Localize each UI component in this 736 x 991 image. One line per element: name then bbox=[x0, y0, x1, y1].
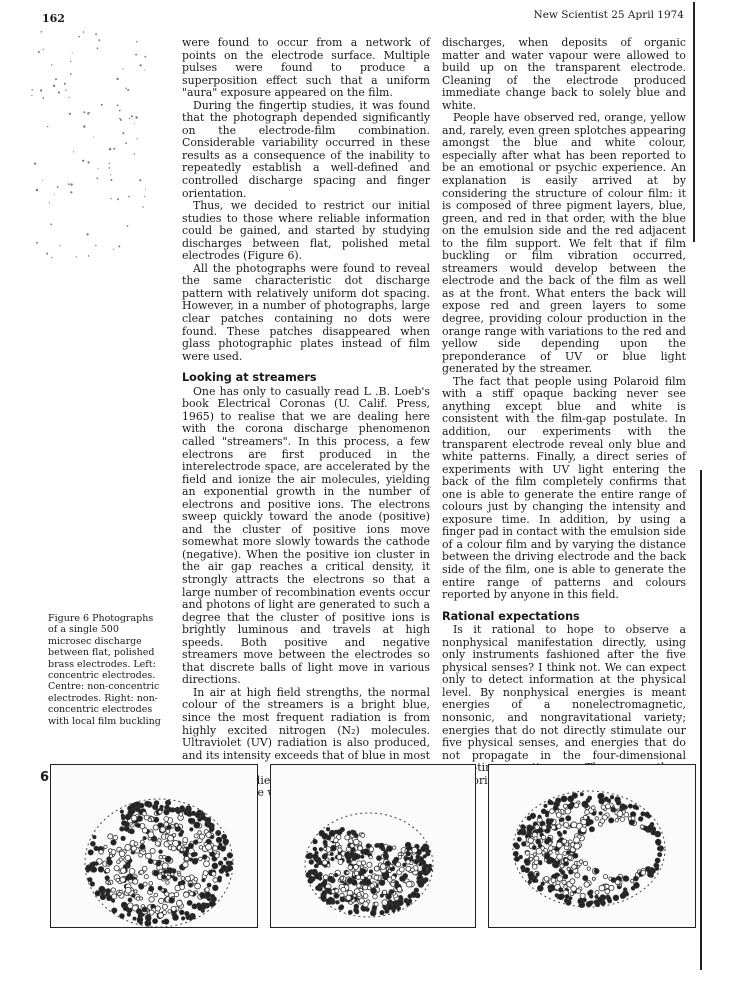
article-column-left bbox=[182, 37, 430, 800]
figure-caption: Figure 6 Photographs of a single 500 microsec discharge between flat, polished brass electrodes. Left: concentric electrodes. Centre: non-concentric electrodes. Right: non-concentric electrodes with local film buckling bbox=[48, 613, 161, 727]
section-heading: Looking at streamers bbox=[182, 371, 317, 385]
paragraph: Is it rational to hope to observe a nonphysical manifestation directly, using only instruments fashioned after the five physical senses? I think not. We can expect only to detect information at the physical level. By nonphysical energies is meant energies of a nonelectromagnetic, nonsonic, and nongravitational variety; energies that do not directly stimulate our five physical senses, and energies that do not propagate in the four-dimensional bbox=[442, 623, 686, 762]
photo-centre-non-concentric bbox=[270, 764, 476, 928]
page-number: 162 bbox=[42, 12, 65, 25]
running-head: New Scientist 25 April 1974 bbox=[533, 9, 684, 21]
article-column-right bbox=[442, 37, 686, 787]
paragraph: People have observed red, orange, yellow and, rarely, even green splotches appearing amongst the blue and white colour, especially after what has been reported to be an emotional or psychic experience. An explanation is easily arrived at by considering the structure of colour film: it is composed of three pigment layers, blue, green, and red in that order, with the blue on the emulsion side and the red adjacent to the film support. We felt that if film buckling or film vibration occurred, streamers would develop between the electrode and the back of the film as well as at the front. What enters the back will expose red and green layers to some degree, providing colour production in the orange range with variations to the red and yellow side depending upon the preponderance of UV or blue light generated by the streamer. bbox=[442, 111, 686, 376]
margin-scan-speckle bbox=[0, 0, 180, 300]
paragraph: All the photographs were found to reveal the same characteristic dot discharge pattern with relatively uniform dot spacing. However, in a number of photographs, large clear patches containing no dots were found. These patches disappeared when glass photographic plates instead of film were used. bbox=[182, 261, 430, 363]
discharge-pattern-left bbox=[51, 765, 257, 927]
section-heading: Rational expectations bbox=[442, 609, 580, 623]
figure-number: 6 bbox=[40, 770, 50, 785]
right-margin-rule bbox=[693, 2, 695, 242]
discharge-pattern-centre bbox=[271, 765, 475, 927]
photo-right-film-buckling bbox=[488, 764, 696, 928]
right-margin-rule-lower bbox=[700, 470, 702, 970]
paragraph: One has only to casually read L .B. Loeb's book Electrical Coronas (U. Calif. Press, 1965) to realise that we are dealing here with the corona discharge phenomenon called "streamers". In this process, a few electrons are first produced in the interelectrode space, are accelerated by the field and ionize the air molecules, yielding an exponential growth in the number of electrons and positive ions. The electrons sweep quickly toward the anode (positive) and the cluster of positive ions move somewhat more slowly towards the cathode (negative). When the positive ion cluster in the air gap reaches a critical density, it strongly attracts the electrons so that a large number of recombination events occur and photons of light are generated to such a degree that the cluster of positive ions is brightly luminous and travels at high speeds. Both positive and negative streamers move between the electrodes so that discrete balls of light move in various directions. bbox=[182, 384, 430, 687]
discharge-pattern-right bbox=[489, 765, 695, 927]
photo-left-concentric bbox=[50, 764, 258, 928]
paragraph: were found to occur from a network of points on the electrode surface. Multiple pulses were found to produce a superposition effect such that a uniform "aura" exposure appeared on the film. bbox=[182, 36, 430, 100]
paragraph: In air at high field strengths, the normal colour of the streamers is a bright blue, since the most frequent radiation is from highly excited nitrogen (N₂) molecules. Ultraviolet (UV) radiation is also produced, and its intensity exceeds that of blue in most bbox=[182, 685, 430, 762]
paragraph: Thus, we decided to restrict our initial studies to those where reliable information could be gained, and started by studying discharges between flat, polished metal electrodes (Figure 6). bbox=[182, 199, 430, 263]
paragraph: discharges, when deposits of organic matter and water vapour were allowed to build up on the transparent electrode. Cleaning of the electrode produced immediate change back to solely blue and white. bbox=[442, 36, 686, 112]
paragraph: During the fingertip studies, it was found that the photograph depended significantly on the electrode-film combination. Considerable variability occurred in these results as a consequence of the inability to repeatedly establish a well-defined and controlled discharge spacing and finger orientation. bbox=[182, 98, 430, 200]
paragraph: The fact that people using Polaroid film with a stiff opaque backing never see anything except blue and white is consistent with the film-gap postulate. In addition, our experiments with the transparent electrode reveal only blue and white patterns. Finally, a direct series of experiments with UV light entering the back of the film completely confirms that one is able to generate the entire range of colours just by changing the intensity and exposure time. In addition, by using a finger pad in contact with the emulsion side of a colour film and by varying the distance between the driving electrode and the back side of the film, one is able to generate the entire range of patterns and colours reported by anyone in this field. bbox=[442, 374, 686, 602]
